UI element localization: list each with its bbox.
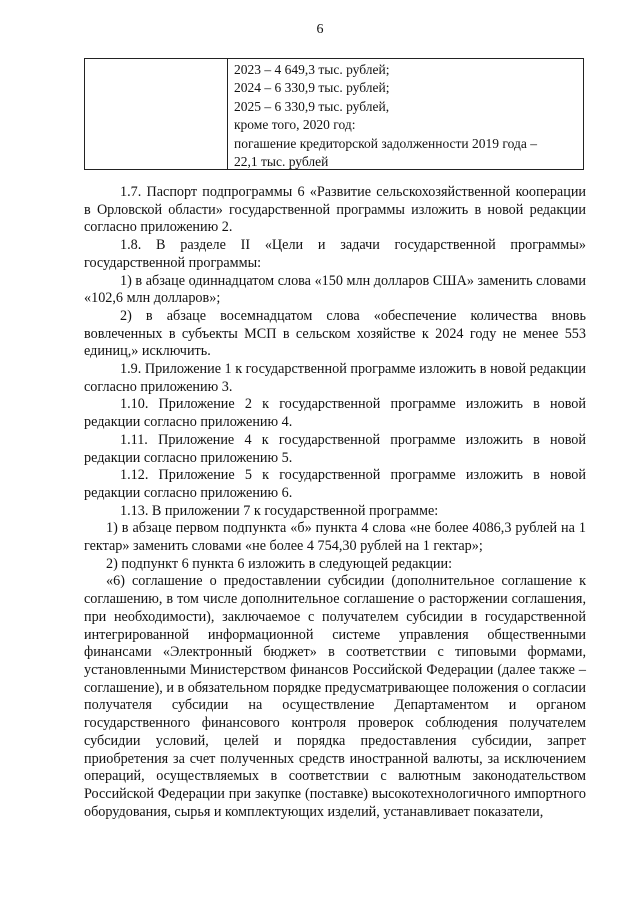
table-line: 2024 – 6 330,9 тыс. рублей; (234, 80, 390, 96)
budget-table (84, 58, 584, 170)
paragraph-1-13: 1.13. В приложении 7 к государственной программе: (120, 502, 439, 519)
paragraph-1-12: 1.12. Приложение 5 к государственной программе изложить в новой редакции согласно приложению 6. (84, 467, 586, 501)
paragraph-1-11: 1.11. Приложение 4 к государственной программе изложить в новой редакции согласно приложению 5. (84, 431, 586, 466)
paragraph-1-8: 1.8. В разделе II «Цели и задачи государственной программы» государственной программы: (84, 237, 586, 271)
paragraph-subsidy-agreement: «6) соглашение о предоставлении субсидии (дополнительное соглашение к соглашению, в том числе дополнительное соглашение о расторжении соглашения, при необходимости), заключаемое с получателем субсидии в государственной интегрированной информационной системе управления общественными финансами «Электронный бюджет» в соответствии с типовыми формами, установленными Министерством финансов Российской Федерации (далее также – соглашение), и в обязательном порядке предусматривающее положения о согласии получателя субсидии на осуществление Департаментом и органом государственного финансового контроля проверок соблюдения получателем субсидии условий, целей и порядка предоставления субсидии, запрет приобретения за счет полученных средств иностранной валюты, за исключением операций, осуществляемых в соответствии с валютным законодательством Российской Федерации при закупке (поставке) высокотехнологичного импортного оборудования, сырья и комплектующих изделий, устанавливает показатели, (84, 573, 586, 820)
document-body (84, 184, 586, 821)
table-line: погашение кредиторской задолженности 2019 года – (234, 135, 537, 151)
paragraph-1-13-item-2: 2) подпункт 6 пункта 6 изложить в следующей редакции: (106, 555, 453, 572)
table-line: кроме того, 2020 год: (234, 117, 356, 133)
paragraph-1-7: 1.7. Паспорт подпрограммы 6 «Развитие сельскохозяйственной кооперации в Орловской области» государственной программы изложить в новой редакции согласно приложению 2. (84, 184, 586, 236)
paragraph-1-10: 1.10. Приложение 2 к государственной программе изложить в новой редакции согласно приложению 4. (84, 396, 586, 431)
table-line: 2023 – 4 649,3 тыс. рублей; (234, 62, 390, 77)
paragraph-1-13-item-1: 1) в абзаце первом подпункта «б» пункта 4 слова «не более 4086,3 рублей на 1 гектар» заменить словами «не более 4 754,30 рублей на 1 гектар»; (84, 520, 586, 555)
table-line: 22,1 тыс. рублей (234, 154, 329, 170)
page-number: 6 (316, 22, 324, 37)
paragraph-1-8-item-2: 2) в абзаце восемнадцатом слова «обеспечение количества вновь вовлеченных в субъекты МСП в сельском хозяйстве к 2024 году не менее 553 единиц,» исключить. (84, 307, 586, 360)
paragraph-1-8-item-1: 1) в абзаце одиннадцатом слова «150 млн долларов США» заменить словами «102,6 млн долларов»; (84, 272, 586, 307)
table-line: 2025 – 6 330,9 тыс. рублей, (234, 98, 390, 114)
table-right-cell (234, 61, 582, 171)
paragraph-1-9: 1.9. Приложение 1 к государственной программе изложить в новой редакции согласно приложению 3. (84, 361, 586, 395)
table-left-cell (85, 59, 228, 169)
